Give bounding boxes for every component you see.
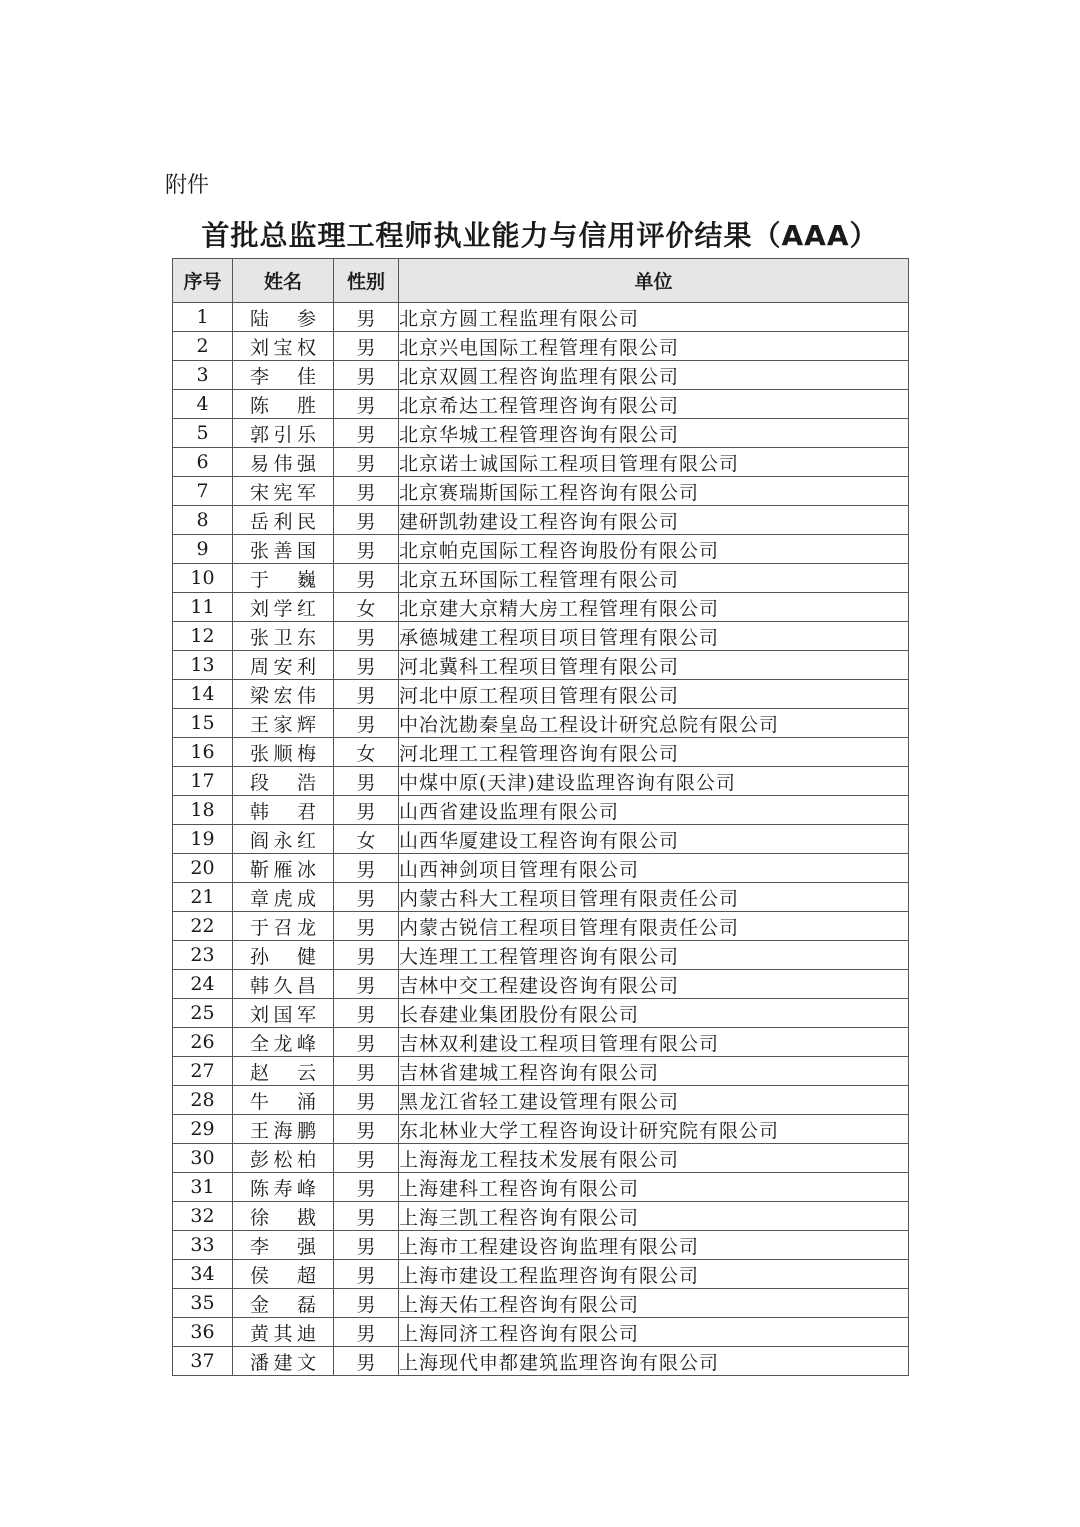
row-name-text: 于巍 xyxy=(250,568,316,591)
row-unit: 上海同济工程咨询有限公司 xyxy=(399,1318,909,1347)
row-name xyxy=(233,622,334,651)
row-unit: 上海现代申都建筑监理咨询有限公司 xyxy=(399,1347,909,1376)
table-header-row xyxy=(173,259,909,303)
table-row xyxy=(173,767,909,796)
row-unit: 中冶沈勘秦皇岛工程设计研究总院有限公司 xyxy=(399,709,909,738)
row-gender: 女 xyxy=(334,825,399,854)
row-unit: 北京希达工程管理咨询有限公司 xyxy=(399,390,909,419)
row-name-text: 彭松柏 xyxy=(250,1148,316,1171)
table-row xyxy=(173,825,909,854)
row-name xyxy=(233,1057,334,1086)
row-gender: 男 xyxy=(334,970,399,999)
row-name-text: 张顺梅 xyxy=(250,742,316,765)
row-seq: 35 xyxy=(173,1289,233,1318)
row-unit: 北京建大京精大房工程管理有限公司 xyxy=(399,593,909,622)
row-name xyxy=(233,680,334,709)
row-gender: 男 xyxy=(334,419,399,448)
row-unit: 河北冀科工程项目管理有限公司 xyxy=(399,651,909,680)
row-unit: 黑龙江省轻工建设管理有限公司 xyxy=(399,1086,909,1115)
row-gender: 男 xyxy=(334,1115,399,1144)
row-gender: 男 xyxy=(334,448,399,477)
table-row xyxy=(173,999,909,1028)
row-gender: 男 xyxy=(334,506,399,535)
row-seq: 6 xyxy=(173,448,233,477)
row-seq: 20 xyxy=(173,854,233,883)
row-unit: 北京赛瑞斯国际工程咨询有限公司 xyxy=(399,477,909,506)
row-name xyxy=(233,1289,334,1318)
row-unit: 山西省建设监理有限公司 xyxy=(399,796,909,825)
table-row xyxy=(173,970,909,999)
row-name-text: 张卫东 xyxy=(250,626,316,649)
row-name-text: 岳利民 xyxy=(250,510,316,533)
row-gender: 男 xyxy=(334,477,399,506)
table-row xyxy=(173,303,909,332)
table-row xyxy=(173,1115,909,1144)
row-seq: 14 xyxy=(173,680,233,709)
table-row xyxy=(173,419,909,448)
row-name-text: 陆参 xyxy=(250,307,316,330)
row-seq: 24 xyxy=(173,970,233,999)
row-unit: 山西华厦建设工程咨询有限公司 xyxy=(399,825,909,854)
row-name xyxy=(233,883,334,912)
row-gender: 男 xyxy=(334,622,399,651)
row-unit: 北京诺士诚国际工程项目管理有限公司 xyxy=(399,448,909,477)
row-seq: 3 xyxy=(173,361,233,390)
table-row xyxy=(173,622,909,651)
row-name-text: 王海鹏 xyxy=(250,1119,316,1142)
row-name-text: 张善国 xyxy=(250,539,316,562)
table-row xyxy=(173,1144,909,1173)
row-name-text: 王家辉 xyxy=(250,713,316,736)
row-unit: 上海市建设工程监理咨询有限公司 xyxy=(399,1260,909,1289)
row-gender: 男 xyxy=(334,709,399,738)
row-unit: 上海市工程建设咨询监理有限公司 xyxy=(399,1231,909,1260)
table-row xyxy=(173,854,909,883)
row-seq: 32 xyxy=(173,1202,233,1231)
row-name xyxy=(233,1260,334,1289)
row-seq: 26 xyxy=(173,1028,233,1057)
row-seq: 25 xyxy=(173,999,233,1028)
row-name-text: 陈胜 xyxy=(250,394,316,417)
row-unit: 上海建科工程咨询有限公司 xyxy=(399,1173,909,1202)
table-row xyxy=(173,738,909,767)
table-row xyxy=(173,1028,909,1057)
row-gender: 男 xyxy=(334,1318,399,1347)
row-gender: 男 xyxy=(334,1289,399,1318)
row-unit: 上海三凯工程咨询有限公司 xyxy=(399,1202,909,1231)
row-unit: 河北中原工程项目管理有限公司 xyxy=(399,680,909,709)
row-name-text: 章虎成 xyxy=(250,887,316,910)
row-unit: 建研凯勃建设工程咨询有限公司 xyxy=(399,506,909,535)
table-row xyxy=(173,1347,909,1376)
row-name-text: 郭引乐 xyxy=(250,423,316,446)
table-row xyxy=(173,1173,909,1202)
table-row xyxy=(173,709,909,738)
row-gender: 男 xyxy=(334,1260,399,1289)
row-name-text: 全龙峰 xyxy=(250,1032,316,1055)
row-name-text: 刘国军 xyxy=(250,1003,316,1026)
row-name-text: 梁宏伟 xyxy=(250,684,316,707)
row-name xyxy=(233,332,334,361)
row-seq: 8 xyxy=(173,506,233,535)
row-name xyxy=(233,1028,334,1057)
row-name xyxy=(233,854,334,883)
row-seq: 12 xyxy=(173,622,233,651)
table-row xyxy=(173,535,909,564)
row-name xyxy=(233,1347,334,1376)
evaluation-results-table xyxy=(172,258,909,1376)
document-title: 首批总监理工程师执业能力与信用评价结果（AAA） xyxy=(201,219,879,252)
table-row xyxy=(173,912,909,941)
row-name xyxy=(233,970,334,999)
row-name-text: 牛涌 xyxy=(250,1090,316,1113)
row-gender: 男 xyxy=(334,651,399,680)
row-seq: 23 xyxy=(173,941,233,970)
row-seq: 2 xyxy=(173,332,233,361)
row-gender: 男 xyxy=(334,1347,399,1376)
header-gender: 性别 xyxy=(334,259,399,303)
row-name xyxy=(233,1202,334,1231)
row-name xyxy=(233,390,334,419)
row-unit: 北京帕克国际工程咨询股份有限公司 xyxy=(399,535,909,564)
row-unit: 中煤中原(天津)建设监理咨询有限公司 xyxy=(399,767,909,796)
row-gender: 男 xyxy=(334,535,399,564)
table-row xyxy=(173,361,909,390)
row-seq: 30 xyxy=(173,1144,233,1173)
row-seq: 19 xyxy=(173,825,233,854)
row-unit: 承德城建工程项目项目管理有限公司 xyxy=(399,622,909,651)
row-name xyxy=(233,738,334,767)
row-gender: 男 xyxy=(334,564,399,593)
row-gender: 男 xyxy=(334,1144,399,1173)
table-row xyxy=(173,941,909,970)
row-name-text: 侯超 xyxy=(250,1264,316,1287)
table-row xyxy=(173,1289,909,1318)
row-seq: 29 xyxy=(173,1115,233,1144)
row-name-text: 段浩 xyxy=(250,771,316,794)
row-gender: 男 xyxy=(334,1028,399,1057)
row-name xyxy=(233,825,334,854)
table-row xyxy=(173,1086,909,1115)
row-gender: 男 xyxy=(334,1202,399,1231)
row-unit: 内蒙古锐信工程项目管理有限责任公司 xyxy=(399,912,909,941)
row-name-text: 孙健 xyxy=(250,945,316,968)
row-unit: 吉林双利建设工程项目管理有限公司 xyxy=(399,1028,909,1057)
row-seq: 9 xyxy=(173,535,233,564)
row-unit: 山西神剑项目管理有限公司 xyxy=(399,854,909,883)
row-name xyxy=(233,593,334,622)
row-name-text: 刘宝权 xyxy=(250,336,316,359)
attachment-label: 附件 xyxy=(165,173,210,198)
row-seq: 21 xyxy=(173,883,233,912)
row-name xyxy=(233,361,334,390)
header-name: 姓名 xyxy=(233,259,334,303)
row-name xyxy=(233,999,334,1028)
row-name-text: 宋宪军 xyxy=(250,481,316,504)
row-name xyxy=(233,1231,334,1260)
row-name xyxy=(233,1318,334,1347)
row-name-text: 黄其迪 xyxy=(250,1322,316,1345)
row-unit: 东北林业大学工程咨询设计研究院有限公司 xyxy=(399,1115,909,1144)
row-seq: 13 xyxy=(173,651,233,680)
row-gender: 女 xyxy=(334,593,399,622)
table-row xyxy=(173,651,909,680)
row-gender: 男 xyxy=(334,332,399,361)
table-row xyxy=(173,564,909,593)
row-unit: 北京五环国际工程管理有限公司 xyxy=(399,564,909,593)
table-row xyxy=(173,1057,909,1086)
row-seq: 27 xyxy=(173,1057,233,1086)
row-name-text: 徐戡 xyxy=(250,1206,316,1229)
row-seq: 7 xyxy=(173,477,233,506)
row-unit: 上海海龙工程技术发展有限公司 xyxy=(399,1144,909,1173)
row-name xyxy=(233,796,334,825)
row-seq: 31 xyxy=(173,1173,233,1202)
row-name xyxy=(233,1144,334,1173)
row-seq: 17 xyxy=(173,767,233,796)
row-gender: 男 xyxy=(334,1231,399,1260)
row-name-text: 潘建文 xyxy=(250,1351,316,1374)
row-name xyxy=(233,941,334,970)
row-name-text: 周安利 xyxy=(250,655,316,678)
row-gender: 男 xyxy=(334,767,399,796)
table-row xyxy=(173,1202,909,1231)
row-unit: 北京华城工程管理咨询有限公司 xyxy=(399,419,909,448)
row-seq: 18 xyxy=(173,796,233,825)
table-row xyxy=(173,390,909,419)
row-name xyxy=(233,535,334,564)
row-unit: 上海天佑工程咨询有限公司 xyxy=(399,1289,909,1318)
row-unit: 长春建业集团股份有限公司 xyxy=(399,999,909,1028)
table-body xyxy=(173,303,909,1376)
row-seq: 22 xyxy=(173,912,233,941)
row-gender: 男 xyxy=(334,1173,399,1202)
row-gender: 男 xyxy=(334,854,399,883)
row-seq: 37 xyxy=(173,1347,233,1376)
table-row xyxy=(173,1318,909,1347)
row-unit: 北京兴电国际工程管理有限公司 xyxy=(399,332,909,361)
row-name xyxy=(233,1115,334,1144)
table-row xyxy=(173,477,909,506)
row-gender: 男 xyxy=(334,912,399,941)
row-unit: 北京双圆工程咨询监理有限公司 xyxy=(399,361,909,390)
row-gender: 男 xyxy=(334,303,399,332)
row-gender: 男 xyxy=(334,1086,399,1115)
table-row xyxy=(173,506,909,535)
row-seq: 1 xyxy=(173,303,233,332)
row-unit: 内蒙古科大工程项目管理有限责任公司 xyxy=(399,883,909,912)
row-seq: 15 xyxy=(173,709,233,738)
row-unit: 河北理工工程管理咨询有限公司 xyxy=(399,738,909,767)
row-name-text: 陈寿峰 xyxy=(250,1177,316,1200)
table-row xyxy=(173,448,909,477)
row-name xyxy=(233,912,334,941)
header-unit: 单位 xyxy=(399,259,909,303)
row-seq: 28 xyxy=(173,1086,233,1115)
row-seq: 34 xyxy=(173,1260,233,1289)
row-name-text: 李强 xyxy=(250,1235,316,1258)
row-name-text: 赵云 xyxy=(250,1061,316,1084)
row-name xyxy=(233,564,334,593)
row-seq: 16 xyxy=(173,738,233,767)
row-name xyxy=(233,767,334,796)
row-seq: 10 xyxy=(173,564,233,593)
row-seq: 33 xyxy=(173,1231,233,1260)
row-unit: 吉林中交工程建设咨询有限公司 xyxy=(399,970,909,999)
row-gender: 男 xyxy=(334,941,399,970)
row-seq: 36 xyxy=(173,1318,233,1347)
row-gender: 男 xyxy=(334,883,399,912)
table-row xyxy=(173,883,909,912)
row-name-text: 阎永红 xyxy=(250,829,316,852)
table-row xyxy=(173,796,909,825)
row-gender: 男 xyxy=(334,390,399,419)
row-name-text: 韩君 xyxy=(250,800,316,823)
table-row xyxy=(173,593,909,622)
row-seq: 5 xyxy=(173,419,233,448)
row-unit: 吉林省建城工程咨询有限公司 xyxy=(399,1057,909,1086)
table-row xyxy=(173,332,909,361)
row-unit: 北京方圆工程监理有限公司 xyxy=(399,303,909,332)
row-name xyxy=(233,506,334,535)
row-gender: 男 xyxy=(334,361,399,390)
row-name xyxy=(233,709,334,738)
row-name-text: 靳雁冰 xyxy=(250,858,316,881)
table-row xyxy=(173,1231,909,1260)
header-seq: 序号 xyxy=(173,259,233,303)
row-gender: 男 xyxy=(334,1057,399,1086)
row-name xyxy=(233,303,334,332)
row-name-text: 李佳 xyxy=(250,365,316,388)
row-name xyxy=(233,477,334,506)
row-seq: 4 xyxy=(173,390,233,419)
row-unit: 大连理工工程管理咨询有限公司 xyxy=(399,941,909,970)
row-gender: 男 xyxy=(334,999,399,1028)
row-name-text: 刘学红 xyxy=(250,597,316,620)
row-name-text: 于召龙 xyxy=(250,916,316,939)
row-name xyxy=(233,651,334,680)
row-gender: 女 xyxy=(334,738,399,767)
row-name xyxy=(233,419,334,448)
row-gender: 男 xyxy=(334,796,399,825)
row-name-text: 易伟强 xyxy=(250,452,316,475)
row-name-text: 韩久昌 xyxy=(250,974,316,997)
row-name xyxy=(233,1086,334,1115)
row-gender: 男 xyxy=(334,680,399,709)
row-name-text: 金磊 xyxy=(250,1293,316,1316)
row-seq: 11 xyxy=(173,593,233,622)
table-row xyxy=(173,680,909,709)
row-name xyxy=(233,448,334,477)
row-name xyxy=(233,1173,334,1202)
table-row xyxy=(173,1260,909,1289)
